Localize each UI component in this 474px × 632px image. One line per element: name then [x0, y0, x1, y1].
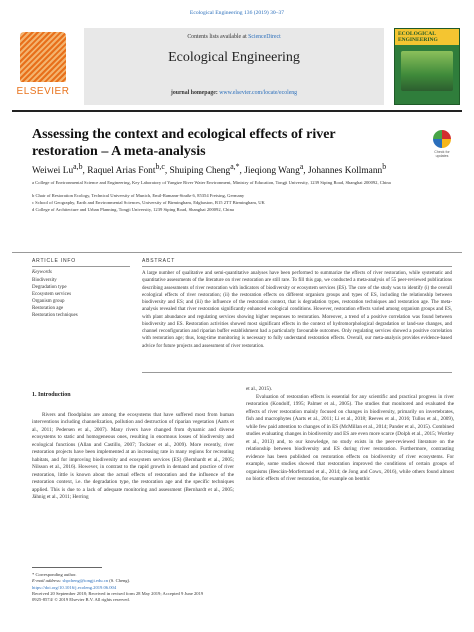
author-name[interactable]: Raquel Arias Font — [87, 166, 156, 177]
footnote-rule — [32, 567, 102, 568]
section-rule — [12, 252, 462, 253]
crossmark-icon — [433, 130, 451, 148]
body-paragraph: Rivers and floodplains are among the ecosystems that have suffered most from human interventions including channelization, pollution and destruction of riparian vegetation (Aarts et al., 2011; Pedersen et al., 2007). Many rivers have changed from dynamic and diverse ecosystems to static and homogeneous ones, resulting in enormous losses of biodiversity and ecological functions (Allan and Castillo, 2007; Tockner et al., 2009). More recently, river restoration projects have been implemented at an increasing rate in many regions for recreating habitats, and for improving biodiversity and ecosystem services (ES) (Bernhardt et al., 2005; Nilsson et al., 2016). However, in contrast to the rapid growth in demand and practice of river restoration, little is known about the actual effects of restoration and the influence of the restoration context, i.e. the degradation type, the restoration age and the specific techniques applied. This is due to a lack of adequate monitoring and assessment (Bernhardt et al., 2005; Jähnig et al., 2011; Herring — [32, 411, 234, 500]
homepage-label: journal homepage: — [170, 90, 218, 96]
corresponding-author-note: * Corresponding author. — [32, 572, 77, 577]
introduction-heading: 1. Introduction — [32, 392, 71, 398]
left-column — [32, 386, 234, 502]
contents-prefix: Contents lists available at — [187, 34, 249, 40]
received-dates: Received 20 September 2018; Received in revised form 28 May 2019; Accepted 9 June 2019 — [32, 590, 204, 596]
author-affiliation-mark: b — [382, 162, 387, 171]
journal-header — [12, 28, 462, 105]
journal-reference[interactable]: Ecological Engineering 136 (2019) 30–37 — [189, 10, 285, 16]
elsevier-tree-icon — [20, 32, 66, 82]
crossmark-badge[interactable] — [430, 130, 454, 160]
homepage-link[interactable]: www.elsevier.com/locate/ecoleng — [219, 90, 298, 96]
body-paragraph: et al., 2015). — [246, 386, 273, 392]
elsevier-logo[interactable] — [12, 30, 74, 102]
affiliation: a College of Environmental Science and Engineering, Key Laboratory of Yangtze River Water Environment, Ministry of Education, Tongji University, 1239 Siping Road, Shanghai 200092, China — [32, 180, 391, 185]
right-column — [246, 386, 454, 484]
journal-cover-thumbnail[interactable] — [394, 28, 460, 105]
crossmark-label: Check for updates — [434, 150, 450, 158]
author-list: Weiwei Lu$^{a,b}$, Raquel Arias Font$^{b,c}$, Shuiping Cheng$^{a,*}$, Jieqiong Wang$^a$, Johannes Kollmann$^b$ — [32, 162, 387, 177]
contents-line — [84, 34, 384, 40]
article-info-rule — [32, 266, 130, 267]
body-paragraph: Evaluation of restoration effects is essential for any scientific and practical progress in river restoration (Kondolf, 1995; Palmer et al., 2005). The studies that monitored and evaluated the effects of river restoration mainly focused on changes in biodiversity, primarily on invertebrates, fish and macrophytes (Aarts et al., 2011; Li et al., 2018; Reeves et al., 2016; Tullos et al., 2009), while few paid attention to changes of in ES (McMillan et al., 2014; Pander et al., 2015). Combined studies evaluating changes in biodiversity and ES are even more scarce (Dolph et al., 2015; Wortley et al., 2013) and, to our knowledge, no study exists in the peer-reviewed literature on the relationship between biodiversity and ES during river restoration. Furthermore, contrasting evidence has been published on restoration effects on biodiversity of river ecosystems. For example, some studies showed that restoration improved the conditions of certain groups of organisms (Bescián-Morfertrand et al., 2014; de Jong and Cowx, 2016), while others found almost no biotic effects of river restoration, for example on benthic — [246, 393, 454, 482]
journal-name: Ecological Engineering — [168, 50, 300, 65]
keyword: Restoration age — [32, 306, 64, 311]
keywords-heading: Keywords — [32, 270, 52, 275]
author-affiliation-mark: a,b — [73, 162, 83, 171]
email-suffix: (S. Cheng). — [109, 578, 131, 584]
email-label: E-mail address: — [32, 578, 62, 584]
article-title: Assessing the context and ecological effects of river restoration – A meta-analysis — [32, 127, 336, 159]
email-link[interactable]: shpcheng@tongji.edu.cn — [62, 578, 109, 584]
footnotes — [32, 572, 332, 603]
keyword: Organism group — [32, 299, 65, 304]
author-affiliation-mark: a — [299, 162, 304, 171]
abstract-rule — [142, 266, 452, 267]
article-info-heading: ARTICLE INFO — [32, 258, 76, 264]
journal-banner — [84, 28, 384, 105]
abstract-end-rule — [142, 372, 452, 373]
cover-image — [401, 51, 453, 91]
keyword: Restoration techniques — [32, 313, 78, 318]
affiliation: b Chair of Restoration Ecology, Technical University of Munich, Emil-Ramann-Straße 6, 85354 Freising, Germany — [32, 193, 245, 198]
affiliation: d College of Architecture and Urban Planning, Tongji University, 1239 Siping Road, Shanghai 200092, China — [32, 207, 234, 212]
author-name[interactable]: Johannes Kollmann — [307, 166, 383, 177]
sciencedirect-link[interactable]: ScienceDirect — [248, 34, 281, 40]
abstract-text: A large number of qualitative and semi-quantitative analyses have been performed to summarize the effects of river restoration, while systematic and quantitative assessments of the literature on river restoration are still rare. To fill this gap, we conducted a meta-analysis of 55 peer-reviewed publications describing assessments of river restoration with indicators of biodiversity or ecosystem services (ES). The core of the study was to identify (i) the overall ecological effects of river restoration; (ii) the restoration effects on different organism groups and types of ES, including the relationship between biodiversity and ES; and (iii) the influence of the restoration context, that is degradation types, restoration techniques and restoration age. The meta-analysis revealed that river restoration significantly enhanced ecological conditions. However, restoration effects varied among organism groups and ES, with plant abundance and regulating services showing higher responses to restoration. Moreover, a trend of a positive correlation was found between biodiversity and ES. Restoration activities showed most significant effects in the context of hydromorphological degradation or land-use changes, and channel reconfiguration and riparian buffer establishment had a particularly favourable outcomes. Only regulating services showed a positive correlation with restoration age; thus, long-time monitoring is necessary to fully understand restoration effects. Overall, our meta-analysis provides evidence-based advice for future projects and assessment of river restoration. — [142, 271, 452, 349]
cover-title: ECOLOGICAL ENGINEERING — [398, 31, 438, 43]
author-name[interactable]: Shuiping Cheng — [169, 166, 231, 177]
affiliation: c School of Geography, Earth and Environmental Sciences, University of Birmingham, Edgbaston, B15 2TT Birmingham, UK — [32, 200, 265, 205]
homepage-line — [84, 90, 384, 96]
publisher-logo-text: ELSEVIER — [16, 86, 70, 97]
issn-copyright: 0925-8574/ © 2019 Elsevier B.V. All rights reserved. — [32, 597, 130, 603]
cover-band — [395, 29, 459, 45]
keyword-list — [32, 277, 132, 319]
author-name[interactable]: Weiwei Lu — [32, 166, 74, 177]
keyword: Degradation type — [32, 285, 67, 290]
doi-link[interactable]: https://doi.org/10.1016/j.ecoleng.2019.06.004 — [32, 584, 117, 590]
author-affiliation-mark: b,c — [155, 162, 165, 171]
header-rule — [12, 110, 462, 112]
keyword: Ecosystem services — [32, 292, 72, 297]
keyword: Biodiversity — [32, 278, 57, 283]
author-name[interactable]: Jieqiong Wang — [244, 166, 300, 177]
abstract-heading: ABSTRACT — [142, 258, 176, 264]
author-affiliation-mark: a,* — [230, 162, 240, 171]
